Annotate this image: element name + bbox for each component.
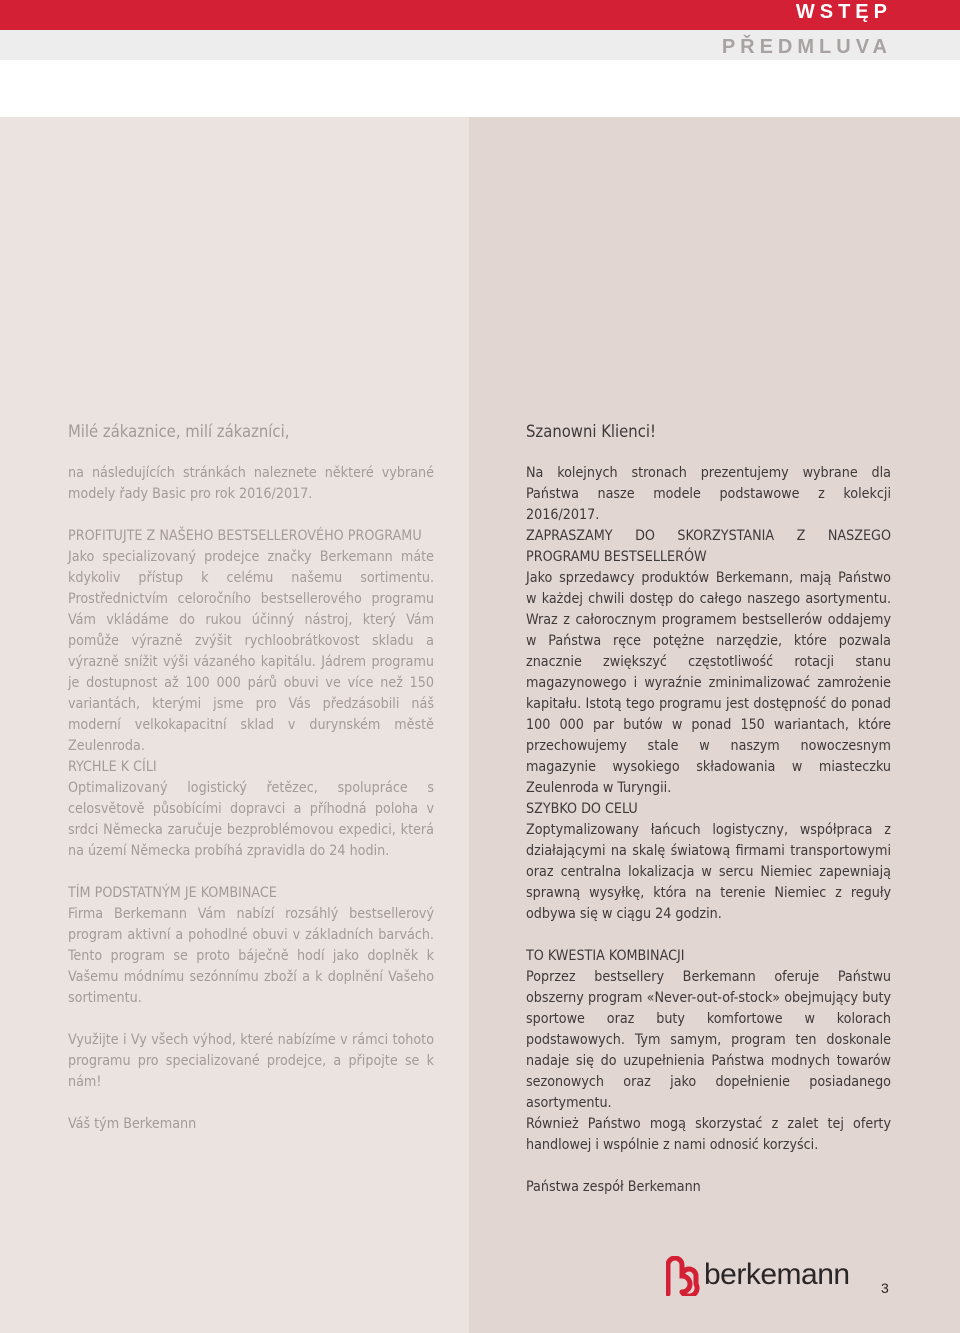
- left-section-3-heading: TÍM PODSTATNÝM JE KOMBINACE: [68, 885, 277, 901]
- header-bar-secondary: [0, 30, 960, 60]
- language-label-czech: PŘEDMLUVA: [721, 36, 892, 58]
- berkemann-logo: [666, 1256, 850, 1296]
- left-section-1: [68, 526, 434, 757]
- right-signature: Państwa zespół Berkemann: [526, 1179, 701, 1195]
- header-bar-primary: [0, 0, 960, 30]
- left-section-1-heading: PROFITUJTE Z NAŠEHO BESTSELLEROVÉHO PROGRAMU: [68, 528, 422, 544]
- berkemann-b-logo-icon: [666, 1256, 700, 1296]
- right-closing: Również Państwo mogą skorzystać z zalet tej oferty handlowej i wspólnie z nami odnosić korzyści.: [526, 1116, 891, 1153]
- page-number: 3: [881, 1280, 889, 1296]
- left-section-3: [68, 883, 434, 1009]
- left-greeting: Milé zákaznice, milí zákazníci,: [68, 422, 290, 441]
- left-section-3-body: Firma Berkemann Vám nabízí rozsáhlý bestsellerový program aktivní a pohodlné obuvi v základních barvách. Tento program se proto báječně hodí jako doplněk k Vašemu módnímu sezónnímu zboží a k doplnění Vašeho sortimentu.: [68, 906, 434, 1006]
- right-section-3: [526, 946, 891, 1114]
- brand-name: berkemann: [704, 1258, 850, 1291]
- right-section-3-body: Poprzez bestsellery Berkemann oferuje Państwu obszerny program «Never-out-of-stock» obejmujący buty sportowe oraz buty komfortowe w kolorach podstawowych. Tym samym, program ten doskonale nadaje się do uzupełnienia Państwa modnych towarów sezonowych oraz jako dopełnienie posiadanego asortymentu.: [526, 969, 891, 1111]
- right-section-1-body: Jako sprzedawcy produktów Berkemann, mają Państwo w każdej chwili dostęp do całego naszego asortymentu. Wraz z całorocznym programem bestsellerów oddajemy w Państwa ręce potężne narzędzie, które pozwala znacznie zwiększyć częstotliwość rotacji stanu magazynowego i wyraźnie zminimalizować zamrożenie kapitału. Istotą tego programu jest dostępność do ponad 100 000 par butów w ponad 150 wariantach, które przechowujemy stale w naszym nowoczesnym magazynie wysokiego składowania w miasteczku Zeulenroda w Turyngii.: [526, 570, 891, 796]
- right-section-2-heading: SZYBKO DO CELU: [526, 801, 638, 817]
- left-section-2-heading: RYCHLE K CÍLI: [68, 759, 157, 775]
- right-intro: Na kolejnych stronach prezentujemy wybrane dla Państwa nasze modele podstawowe z kolekcji 2016/2017.: [526, 465, 891, 523]
- right-section-2: [526, 799, 891, 925]
- left-intro: na následujících stránkách naleznete některé vybrané modely řady Basic pro rok 2016/2017.: [68, 465, 434, 502]
- left-signature: Váš tým Berkemann: [68, 1116, 197, 1132]
- left-section-1-body: Jako specializovaný prodejce značky Berkemann máte kdykoliv přístup k celému našemu sortimentu. Prostřednictvím celoročního bestsellerového programu Vám vkládáme do rukou účinný nástroj, který Vám pomůže výrazně zvýšit rychloobrátkovost skladu a výrazně snížit výši vázaného kapitálu. Jádrem programu je dostupnost až 100 000 párů obuvi ve více než 150 variantách, kterými jsme pro Vás předzásobili náš moderní velkokapacitní sklad v durynském městě Zeulenroda.: [68, 549, 434, 754]
- left-section-2-body: Optimalizovaný logistický řetězec, spolupráce s celosvětově působícími dopravci a příhodná poloha v srdci Německa zaručuje bezproblémovou expedici, která na území Německa probíhá zpravidla do 24 hodin.: [68, 780, 434, 859]
- left-section-2: [68, 757, 434, 862]
- left-closing: Využijte i Vy všech výhod, které nabízíme v rámci tohoto programu pro specializované prodejce, a připojte se k nám!: [68, 1032, 434, 1090]
- right-greeting: Szanowni Klienci!: [526, 422, 656, 441]
- right-section-1: [526, 526, 891, 799]
- right-section-1-heading: ZAPRASZAMY DO SKORZYSTANIA Z NASZEGO PROGRAMU BESTSELLERÓW: [526, 528, 891, 565]
- right-section-2-body: Zoptymalizowany łańcuch logistyczny, współpraca z działającymi na skalę światową firmami transportowymi oraz centralna lokalizacja w sercu Niemiec zapewniają sprawną wysyłkę, która na terenie Niemiec z reguły odbywa się w ciągu 24 godzin.: [526, 822, 891, 922]
- right-section-3-heading: TO KWESTIA KOMBINACJI: [526, 948, 685, 964]
- language-label-polish: WSTĘP: [795, 1, 892, 23]
